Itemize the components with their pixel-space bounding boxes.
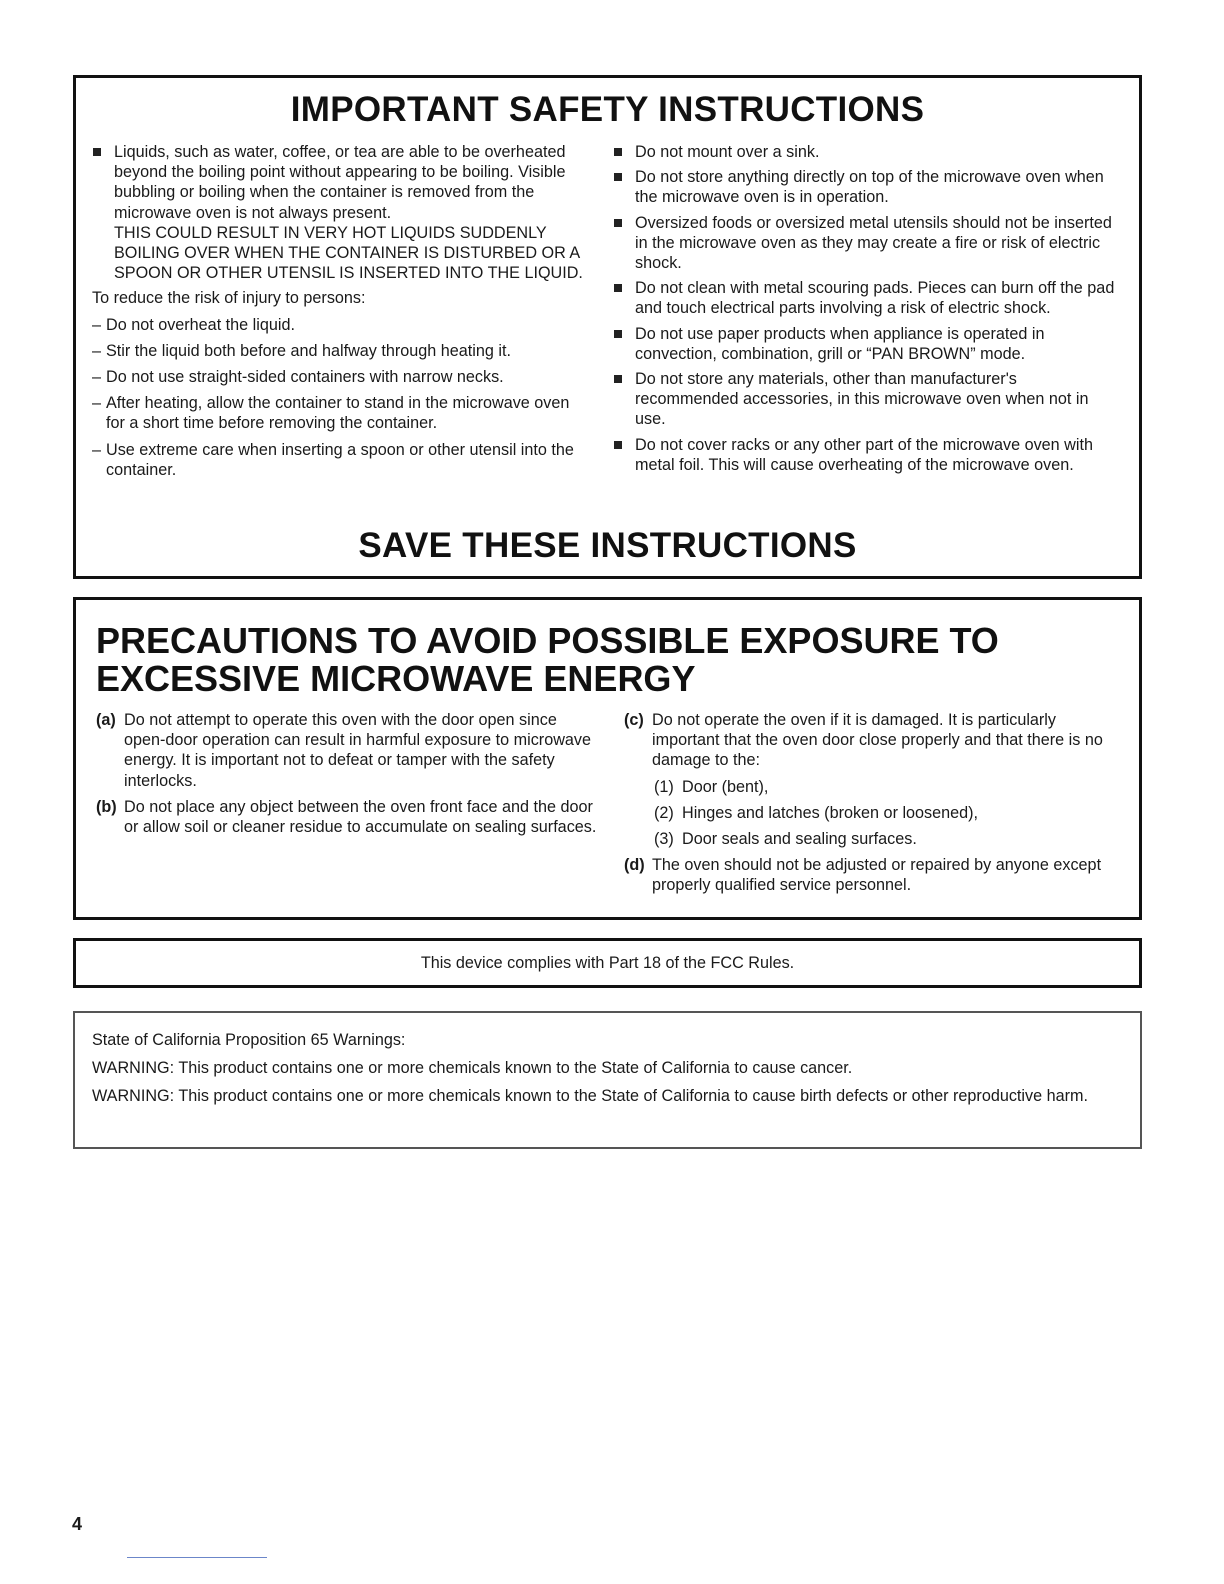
page-number: 4 bbox=[72, 1514, 83, 1534]
dash-item: – Use extreme care when inserting a spoon or other utensil into the container. bbox=[92, 440, 592, 480]
item-text: Hinges and latches (broken or loosened), bbox=[682, 803, 979, 822]
important-safety-box bbox=[73, 75, 1142, 579]
list-item: Do not clean with metal scouring pads. Pieces can burn off the pad and touch electrical parts involving a risk of electric shock. bbox=[613, 278, 1118, 318]
precaution-item-a bbox=[96, 710, 601, 791]
list-item: Do not store any materials, other than manufacturer's recommended accessories, in this microwave oven when not in use. bbox=[613, 369, 1118, 430]
dash-item: – After heating, allow the container to stand in the microwave oven for a short time before removing the container. bbox=[92, 393, 592, 433]
save-instructions-title: SAVE THESE INSTRUCTIONS bbox=[358, 526, 857, 565]
divider bbox=[127, 1557, 267, 1558]
precautions-left-column bbox=[96, 710, 601, 843]
item-letter: (c) bbox=[624, 711, 644, 729]
liquids-caps-warning: THIS COULD RESULT IN VERY HOT LIQUIDS SUDDENLY BOILING OVER WHEN THE CONTAINER IS DISTURBED OR A SPOON OR OTHER UTENSIL IS INSERTED INTO THE LIQUID. bbox=[114, 223, 583, 283]
fcc-notice-text: This device complies with Part 18 of the FCC Rules. bbox=[420, 954, 795, 972]
precaution-item-d bbox=[624, 855, 1124, 895]
fcc-notice-box bbox=[73, 938, 1142, 988]
safety-title: IMPORTANT SAFETY INSTRUCTIONS bbox=[290, 90, 925, 129]
list-item bbox=[92, 142, 592, 283]
item-text: Do not place any object between the oven front face and the door or allow soil or cleaner residue to accumulate on sealing surfaces. bbox=[124, 797, 597, 837]
damage-item bbox=[624, 777, 1124, 797]
prop65-content bbox=[92, 1030, 1102, 1115]
safety-right-column bbox=[613, 142, 1118, 480]
item-number: (1) bbox=[654, 777, 674, 796]
dash-item: – Stir the liquid both before and halfway through heating it. bbox=[92, 341, 592, 361]
list-item: Oversized foods or oversized metal utensils should not be inserted in the microwave oven as they may create a fire or risk of electric shock. bbox=[613, 213, 1118, 274]
precaution-item-b bbox=[96, 797, 601, 837]
item-number: (2) bbox=[654, 803, 674, 822]
precautions-right-column bbox=[624, 710, 1124, 902]
dash-item: – Do not use straight-sided containers with narrow necks. bbox=[92, 367, 592, 387]
prop65-warning-cancer: WARNING: This product contains one or more chemicals known to the State of California to cause cancer. bbox=[92, 1059, 853, 1078]
liquids-warning: Liquids, such as water, coffee, or tea are able to be overheated beyond the boiling point without appearing to be boiling. Visible bubbling or boiling when the container is removed from the microwave oven is not always present. bbox=[114, 143, 566, 222]
safety-left-column bbox=[92, 142, 592, 486]
dash-item: – Do not overheat the liquid. bbox=[92, 315, 592, 335]
precautions-title: PRECAUTIONS TO AVOID POSSIBLE EXPOSURE TO EXCESSIVE MICROWAVE ENERGY bbox=[96, 620, 999, 699]
damage-item bbox=[624, 803, 1124, 823]
item-letter: (a) bbox=[96, 711, 116, 729]
item-number: (3) bbox=[654, 830, 674, 849]
list-item: Do not mount over a sink. bbox=[613, 142, 1118, 162]
item-letter: (b) bbox=[96, 797, 117, 816]
prop65-box bbox=[73, 1011, 1142, 1149]
list-item: Do not store anything directly on top of the microwave oven when the microwave oven is in operation. bbox=[613, 167, 1118, 207]
prop65-heading: State of California Proposition 65 Warnings: bbox=[92, 1031, 406, 1049]
item-text: Door seals and sealing surfaces. bbox=[682, 830, 917, 849]
list-item: Do not cover racks or any other part of the microwave oven with metal foil. This will cause overheating of the microwave oven. bbox=[613, 435, 1118, 475]
item-text: Door (bent), bbox=[682, 777, 769, 796]
item-text: The oven should not be adjusted or repaired by anyone except properly qualified service personnel. bbox=[652, 856, 1102, 895]
damage-item bbox=[624, 829, 1124, 849]
precautions-box bbox=[73, 597, 1142, 920]
item-text: Do not attempt to operate this oven with the door open since open-door operation can result in harmful exposure to microwave energy. It is important not to defeat or tamper with the safety interlocks. bbox=[124, 711, 591, 790]
item-letter: (d) bbox=[624, 856, 645, 875]
precaution-item-c bbox=[624, 710, 1124, 771]
prop65-warning-birth-defects: WARNING: This product contains one or more chemicals known to the State of California to cause birth defects or other reproductive harm. bbox=[92, 1087, 1088, 1106]
reduce-risk-text: To reduce the risk of injury to persons: bbox=[92, 289, 366, 308]
item-text: Do not operate the oven if it is damaged. It is particularly important that the oven door close properly and that there is no damage to the: bbox=[652, 711, 1103, 770]
list-item: Do not use paper products when appliance is operated in convection, combination, grill or “PAN BROWN” mode. bbox=[613, 324, 1118, 364]
